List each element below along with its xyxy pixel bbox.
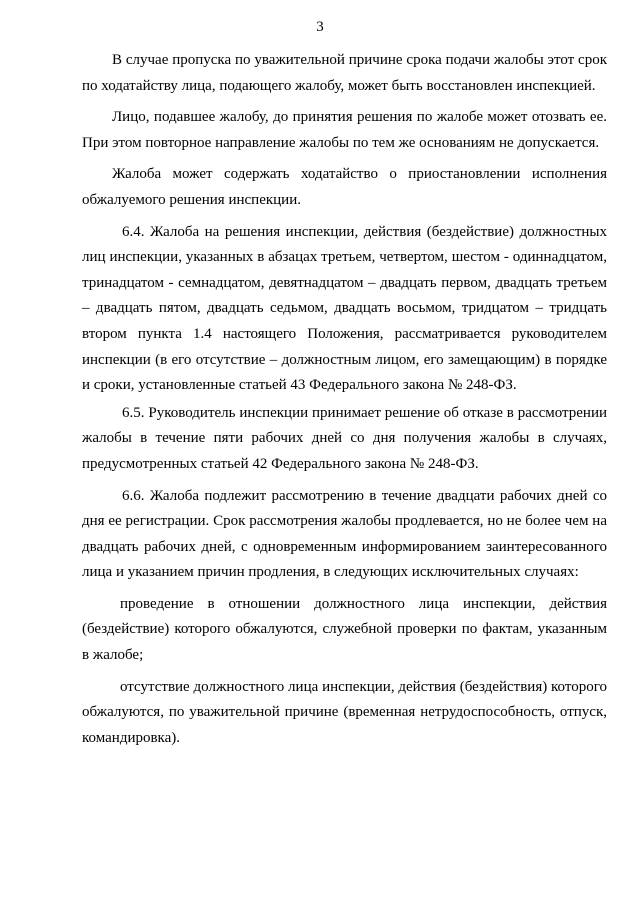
- page-number: 3: [316, 19, 324, 35]
- paragraph-complaint-deadline-restore: В случае пропуска по уважительной причине срока подачи жалобы этот срок по ходатайству лица, подающего жалобу, может быть восстановлен инспекцией.: [82, 52, 607, 94]
- paragraph-6-6: 6.6. Жалоба подлежит рассмотрению в течение двадцати рабочих дней со дня ее регистрации. Срок рассмотрения жалобы продлевается, но не более чем на двадцать рабочих дней, с одновременным информированием заинтересованного лица и указанием причин продления, в следующих исключительных случаях:: [82, 487, 607, 581]
- list-item-official-absence: отсутствие должностного лица инспекции, действия (бездействия) которого обжалуются, по уважительной причине (временная нетрудоспособность, отпуск, командировка).: [82, 678, 607, 746]
- document-body: [82, 48, 607, 751]
- paragraph-6-4: 6.4. Жалоба на решения инспекции, действия (бездействие) должностных лиц инспекции, указанных в абзацах третьем, четвертом, шестом - одиннадцатом, тринадцатом - семнадцатом, девятнадцатом – двадцать первом, двадцать третьем – двадцать пятом, двадцать седьмом, двадцать восьмом, тридцатом – тридцать втором пункта 1.4 настоящего Положения, рассматривается руководителем инспекции (в его отсутствие – должностным лицом, его замещающим) в порядке и сроки, установленные статьей 43 Федерального закона № 248-ФЗ.: [82, 223, 607, 394]
- list-item-internal-check: проведение в отношении должностного лица инспекции, действия (бездействие) которого обжалуются, служебной проверки по фактам, указанным в жалобе;: [82, 595, 607, 664]
- paragraph-complaint-withdrawal: Лицо, подавшее жалобу, до принятия решения по жалобе может отозвать ее. При этом повторное направление жалобы по тем же основаниям не допускается.: [82, 109, 607, 151]
- paragraph-6-5: 6.5. Руководитель инспекции принимает решение об отказе в рассмотрении жалобы в течение пяти рабочих дней со дня получения жалобы в случаях, предусмотренных статьей 42 Федерального закона № 248-ФЗ.: [82, 404, 607, 472]
- paragraph-suspension-request: Жалоба может содержать ходатайство о приостановлении исполнения обжалуемого решения инспекции.: [82, 166, 607, 208]
